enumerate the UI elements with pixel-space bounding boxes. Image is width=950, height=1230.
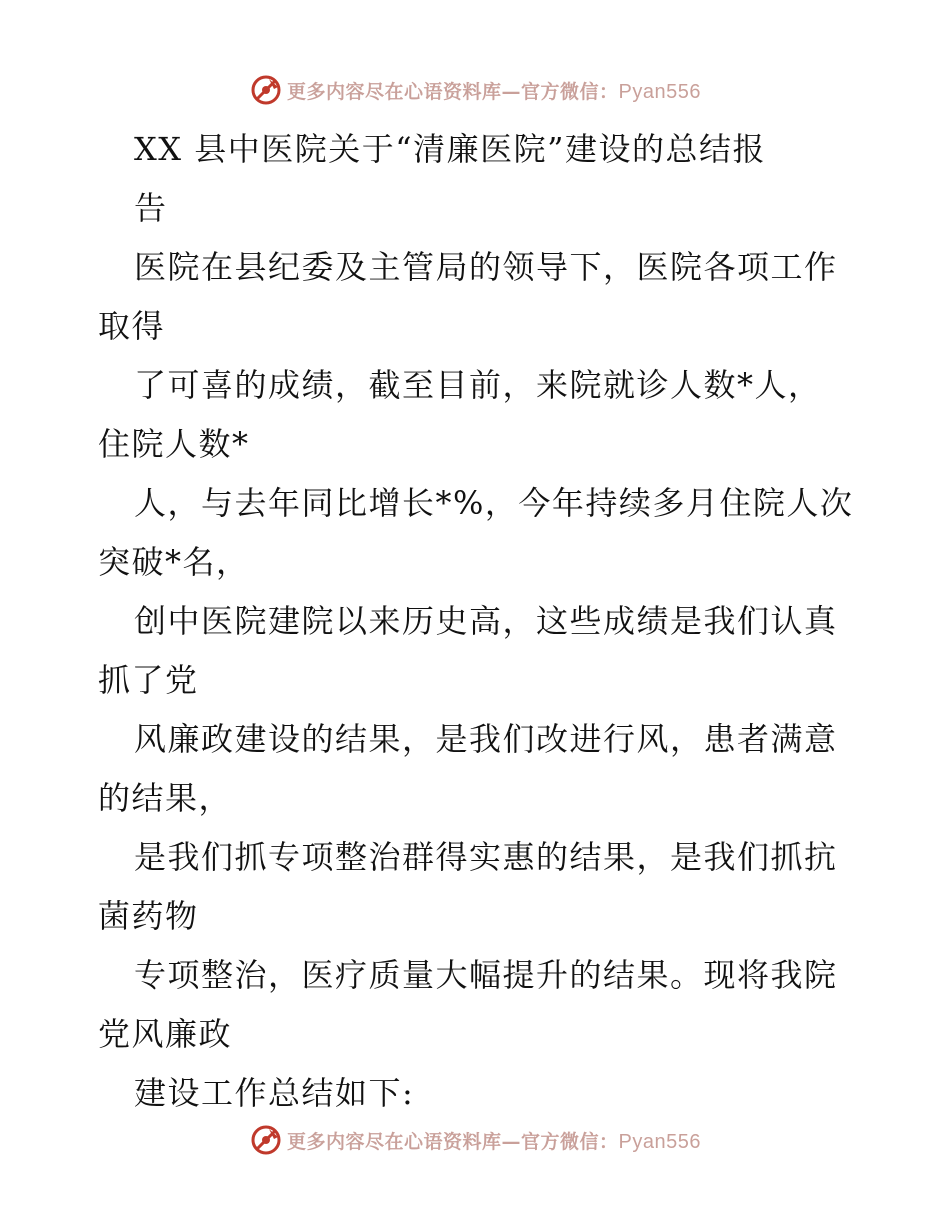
- paragraph-line: 人，与去年同比增长*%，今年持续多月住院人次: [134, 484, 854, 522]
- paragraph-line: 党风廉政: [98, 1015, 233, 1053]
- document-body: [98, 120, 858, 1123]
- paragraph-line: 是我们抓专项整治群得实惠的结果，是我们抓抗: [134, 838, 838, 876]
- paragraph-line: 创中医院建院以来历史高，这些成绩是我们认真: [134, 602, 838, 640]
- paragraph-line: 菌药物: [98, 897, 199, 935]
- banner-text: 更多内容尽在心语资料库—官方微信：Pyan556: [287, 1130, 701, 1153]
- paragraph-line: 的结果，: [98, 779, 233, 817]
- header-watermark-banner: [0, 70, 950, 110]
- ribbon-logo-icon: [249, 73, 283, 107]
- paragraph-line: 住院人数*: [98, 425, 250, 463]
- footer-watermark-banner: [0, 1120, 950, 1160]
- document-title-line-1: XX 县中医院关于“清廉医院”建设的总结报: [134, 130, 766, 168]
- paragraph-line: 取得: [98, 307, 166, 345]
- paragraph-line: 医院在县纪委及主管局的领导下，医院各项工作: [134, 248, 838, 286]
- paragraph-line: 风廉政建设的结果，是我们改进行风，患者满意: [134, 720, 838, 758]
- paragraph-line: 抓了党: [98, 661, 199, 699]
- document-title-line-2: 告: [134, 189, 168, 227]
- paragraph-line: 了可喜的成绩，截至目前，来院就诊人数*人，: [134, 366, 822, 404]
- paragraph-line: 突破*名，: [98, 543, 250, 581]
- paragraph-line: 建设工作总结如下:: [134, 1074, 415, 1112]
- ribbon-logo-icon: [249, 1123, 283, 1157]
- paragraph-line: 专项整治，医疗质量大幅提升的结果。现将我院: [134, 956, 838, 994]
- banner-text: 更多内容尽在心语资料库—官方微信：Pyan556: [287, 80, 701, 103]
